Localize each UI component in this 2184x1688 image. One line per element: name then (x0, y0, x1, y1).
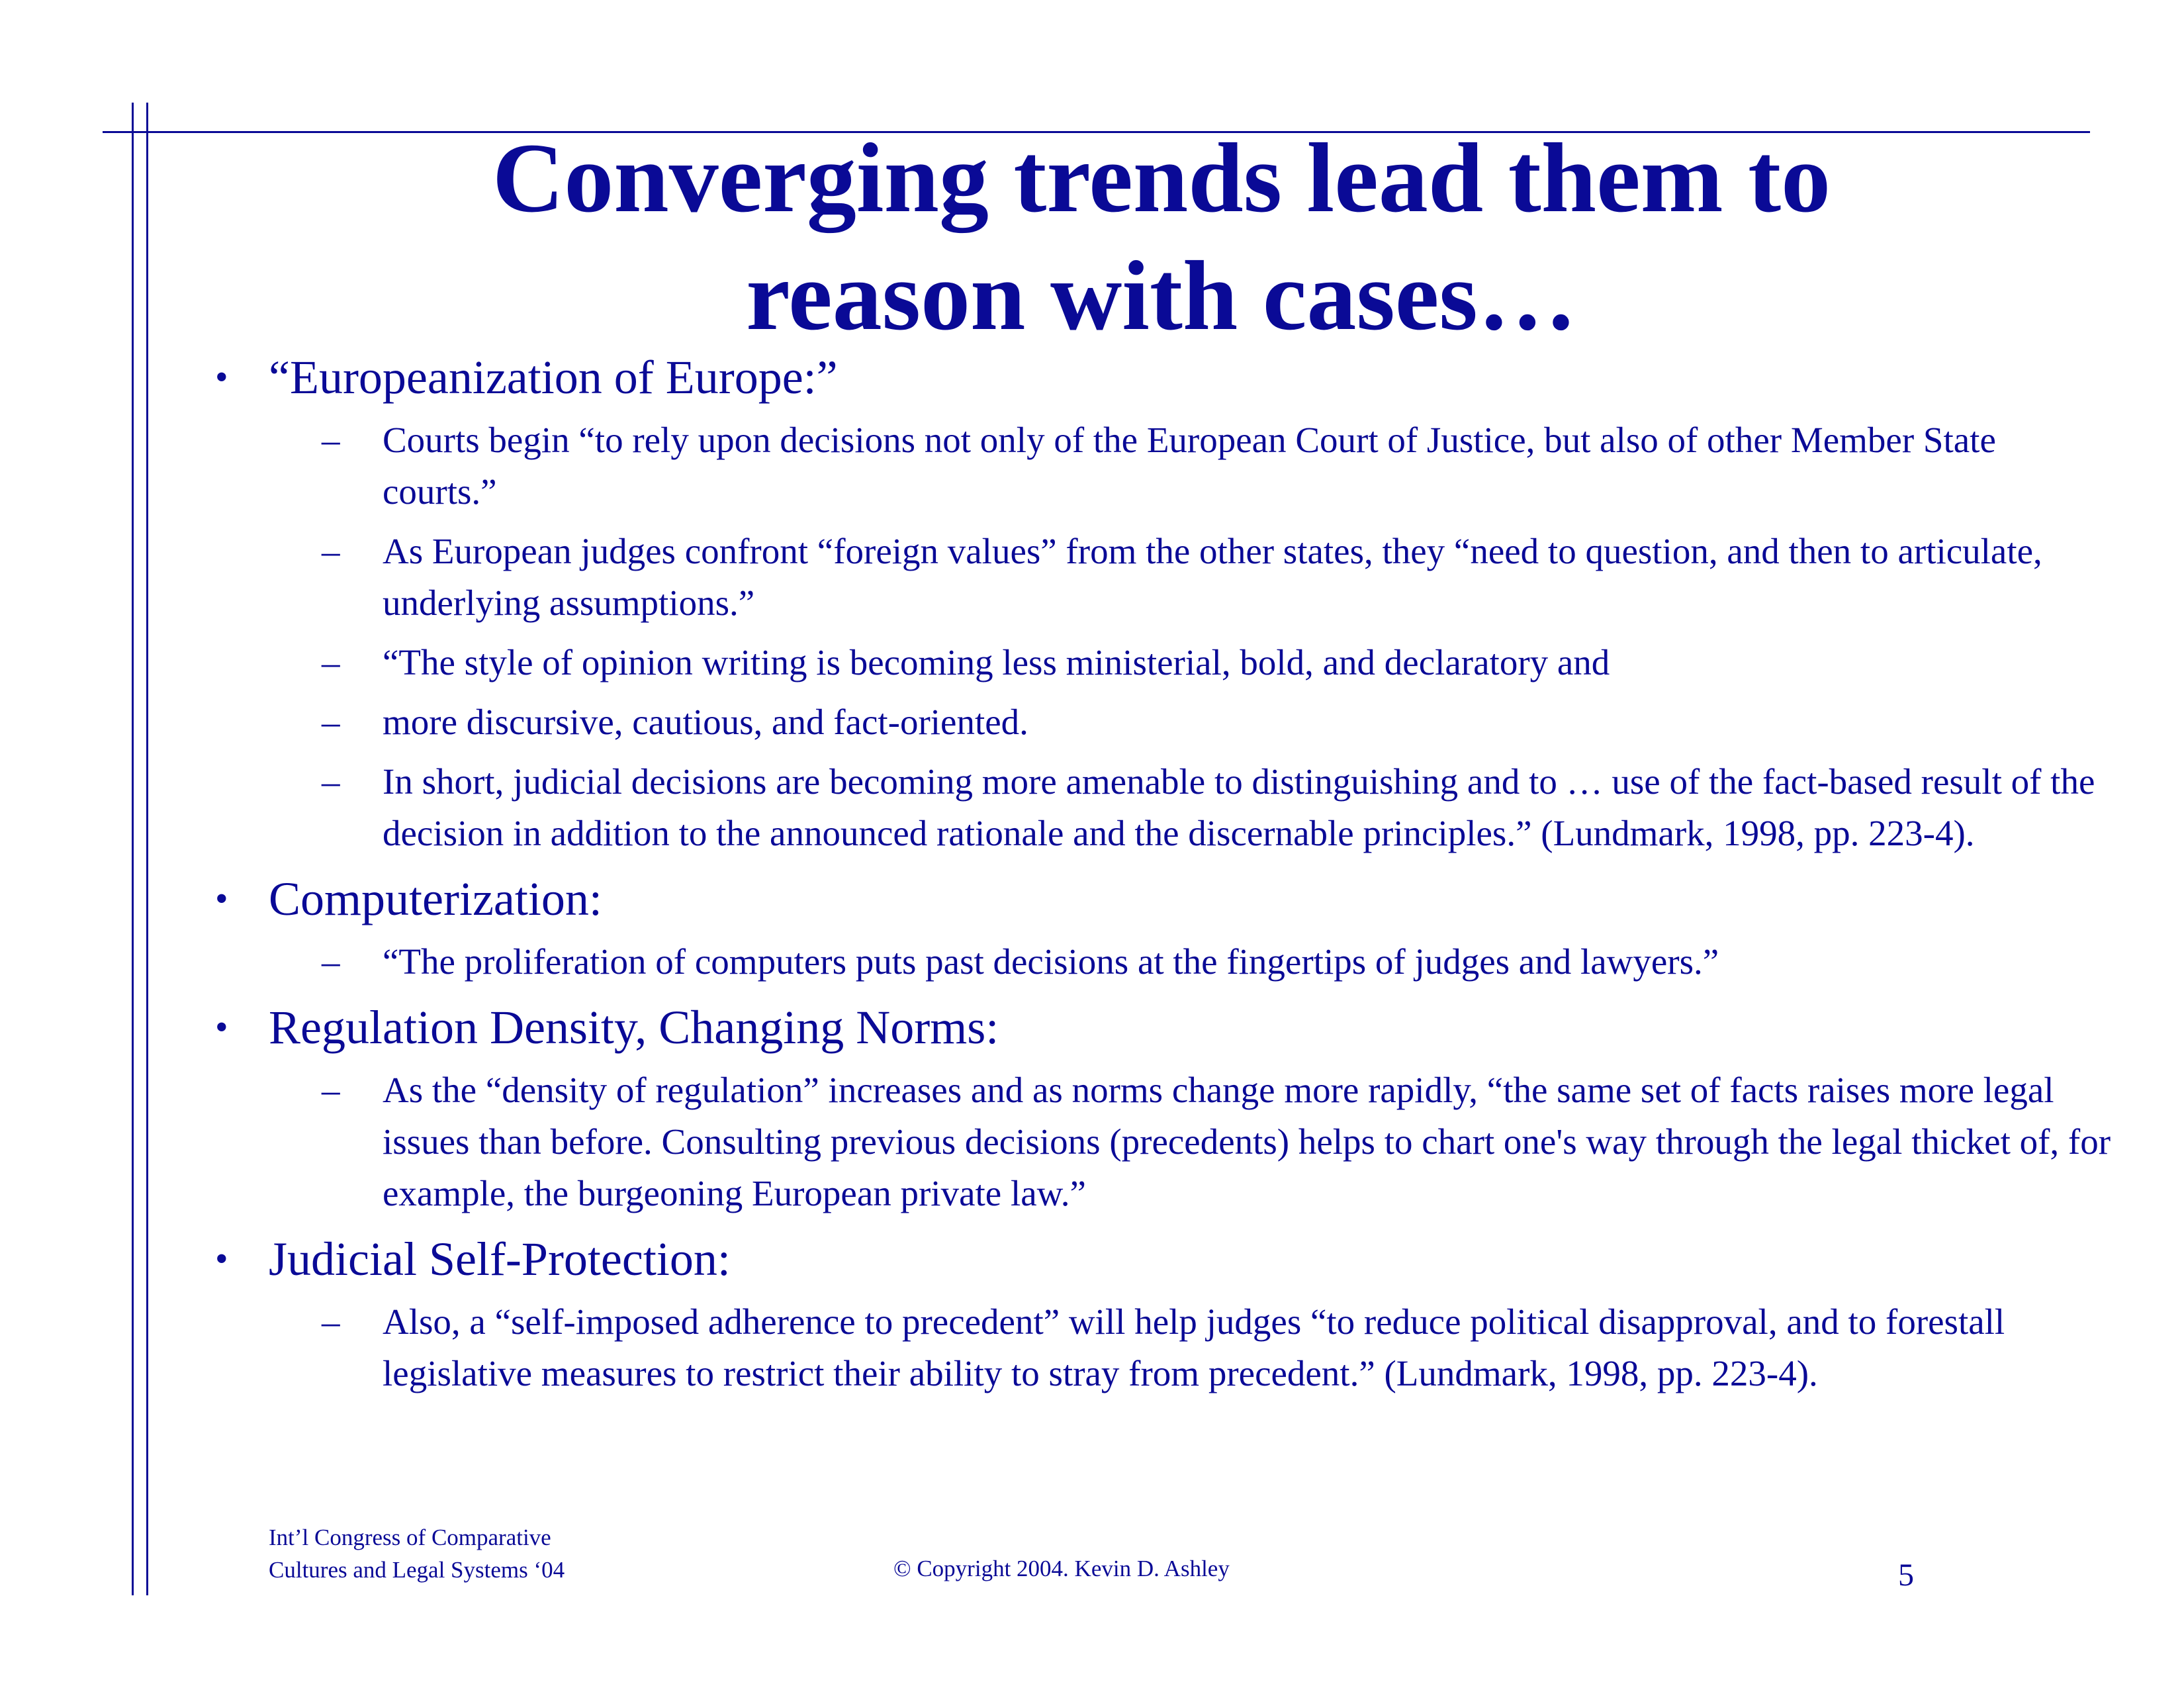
sub-text: “The proliferation of computers puts past decisions at the fingertips of judges and lawyers.” (383, 941, 1719, 982)
left-rule-outer (132, 103, 134, 1595)
slide-title-line-1: Converging trends lead them to (492, 123, 1831, 233)
footer-conference-line-2: Cultures and Legal Systems ‘04 (269, 1557, 565, 1583)
slide-title (218, 119, 2105, 355)
sub-item (205, 526, 2111, 629)
bullet-text: Judicial Self-Protection: (269, 1233, 731, 1286)
footer-conference (269, 1521, 565, 1586)
bullet-item (205, 996, 2111, 1059)
bullet-text: Regulation Density, Changing Norms: (269, 1001, 999, 1054)
dash-icon: – (322, 1301, 340, 1342)
sub-list (205, 1064, 2111, 1219)
sub-list (205, 1296, 2111, 1399)
sub-text: “The style of opinion writing is becoming less ministerial, bold, and declaratory and (383, 642, 1610, 682)
dash-icon: – (322, 642, 340, 682)
sub-text: more discursive, cautious, and fact-oriented. (383, 702, 1028, 742)
dash-icon: – (322, 702, 340, 742)
dash-icon: – (322, 761, 340, 802)
bullet-dot-icon: • (215, 1007, 228, 1048)
sub-item (205, 696, 2111, 748)
bullet-text: “Europeanization of Europe:” (269, 351, 838, 404)
sub-item (205, 756, 2111, 859)
sub-item (205, 414, 2111, 518)
bullet-item (205, 346, 2111, 409)
slide-title-line-2: reason with cases… (746, 241, 1577, 351)
bullet-dot-icon: • (215, 357, 228, 398)
bullet-item (205, 1227, 2111, 1291)
dash-icon: – (322, 420, 340, 460)
bullet-dot-icon: • (215, 1239, 228, 1280)
dash-icon: – (322, 531, 340, 571)
slide-body (205, 346, 2111, 1407)
bullet-dot-icon: • (215, 878, 228, 919)
sub-text: In short, judicial decisions are becoming more amenable to distinguishing and to … use of the fact-based result of the decision in addition to the announced rationale and the discernable principles.” (Lundmark, 1998, pp. 223-4). (383, 761, 2095, 853)
footer-conference-line-1: Int’l Congress of Comparative (269, 1524, 551, 1550)
dash-icon: – (322, 1070, 340, 1110)
bullet-text: Computerization: (269, 872, 602, 925)
sub-list (205, 414, 2111, 859)
dash-icon: – (322, 941, 340, 982)
bullet-group (205, 867, 2111, 988)
sub-text: Courts begin “to rely upon decisions not only of the European Court of Justice, but also of other Member State courts.” (383, 420, 1996, 512)
left-rule-inner (146, 103, 148, 1595)
bullet-item (205, 867, 2111, 931)
sub-item (205, 1064, 2111, 1219)
sub-item (205, 936, 2111, 988)
sub-text: Also, a “self-imposed adherence to precedent” will help judges “to reduce political disapproval, and to forestall legislative measures to restrict their ability to stray from precedent.” (Lundmark, 1998, pp. 223-4). (383, 1301, 2005, 1393)
sub-text: As European judges confront “foreign values” from the other states, they “need to question, and then to articulate, underlying assumptions.” (383, 531, 2042, 623)
bullet-group (205, 346, 2111, 859)
footer-copyright: © Copyright 2004. Kevin D. Ashley (893, 1556, 1230, 1581)
sub-item (205, 637, 2111, 688)
page-number: 5 (1898, 1558, 1914, 1593)
bullet-group (205, 1227, 2111, 1399)
sub-item (205, 1296, 2111, 1399)
bullet-group (205, 996, 2111, 1219)
sub-text: As the “density of regulation” increases and as norms change more rapidly, “the same set of facts raises more legal issues than before. Consulting previous decisions (precedents) helps to chart one's way through the legal thicket of, for example, the burgeoning European private law.” (383, 1070, 2111, 1213)
sub-list (205, 936, 2111, 988)
